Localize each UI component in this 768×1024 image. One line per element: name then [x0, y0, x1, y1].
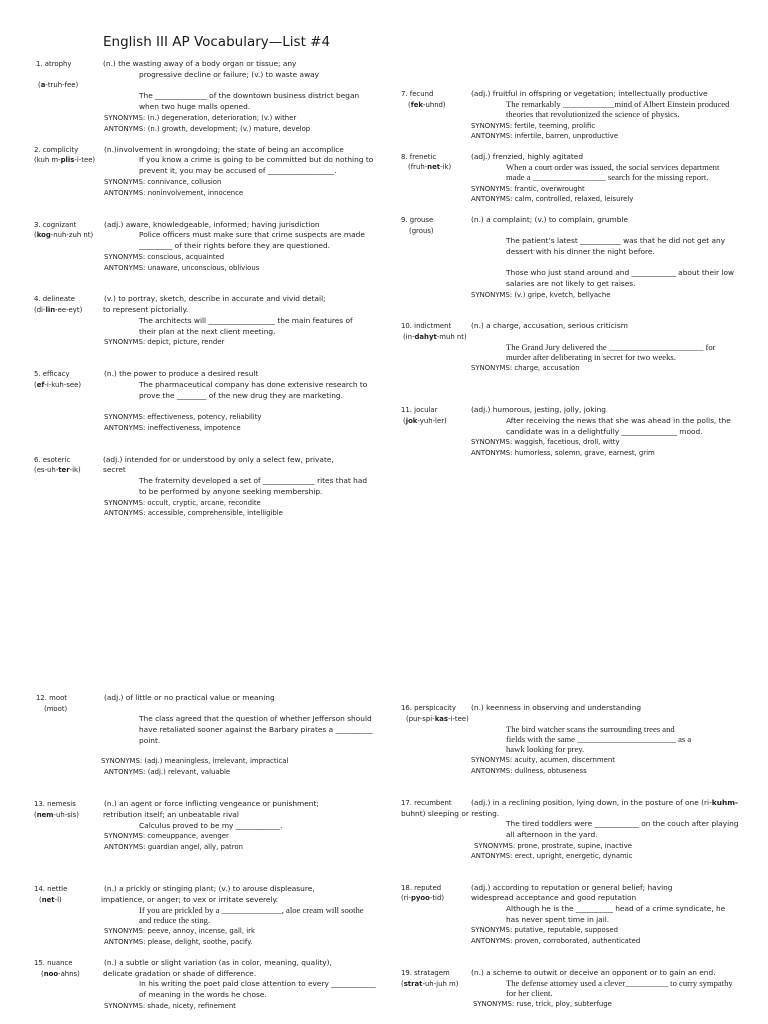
entry-example: The patient’s latest ___________ was that he did not get any [506, 236, 726, 245]
entry-word: 12. moot [36, 694, 67, 702]
entry-synonyms: SYNONYMS: waggish, facetious, droll, witty [471, 438, 620, 446]
entry-word: 4. delineate [34, 295, 75, 303]
entry-pronunciation: (ri-pyoo-tid) [401, 894, 445, 902]
entry-example: have retaliated sooner against the Barbary pirates a __________ [139, 725, 373, 734]
entry-synonyms: SYNONYMS: acuity, acumen, discernment [471, 756, 615, 764]
entry-synonyms: SYNONYMS: shade, nicety, refinement [104, 1002, 236, 1010]
entry-definition: buhnt) sleeping or resting. [401, 809, 500, 818]
entry-pronunciation: (ef-i-kuh-see) [34, 381, 82, 389]
entry-pronunciation: (nem-uh-sis) [34, 811, 79, 819]
entry-word: 16. perspicacity [401, 704, 456, 712]
entry-definition: widespread acceptance and good reputation [471, 893, 637, 902]
entry-pronunciation: (jok-yuh-ler) [403, 417, 447, 425]
entry-definition: secret [103, 465, 126, 474]
entry-definition: (adj.) frenzied, highly agitated [471, 152, 584, 161]
entry-pronunciation: (kog-nuh-zuh nt) [34, 231, 94, 239]
entry-definition: to represent pictorially. [103, 305, 189, 314]
entry-definition: (n.) a subtle or slight variation (as in color, meaning, quality), [104, 958, 332, 967]
entry-example: to be performed by anyone seeking membership. [139, 487, 323, 496]
entry-definition: (adj.) according to reputation or general belief; having [471, 883, 673, 892]
entry-pronunciation: (in-dahyt-muh nt) [403, 333, 467, 341]
entry-word: 8. frenetic [401, 153, 437, 161]
entry-example: made a _________________ search for the missing report. [506, 172, 709, 182]
entry-synonyms: SYNONYMS: comeuppance, avenger [104, 832, 229, 840]
entry-example: hawk looking for prey. [506, 744, 585, 754]
entry-example: The architects will __________________ the main features of [139, 316, 353, 325]
entry-example: The ______________ of the downtown business district began [139, 91, 360, 100]
entry-antonyms: ANTONYMS: accessible, comprehensible, intelligible [104, 509, 283, 517]
entry-antonyms: ANTONYMS: calm, controlled, relaxed, leisurely [471, 195, 634, 203]
entry-definition: (adj.) in a reclining position, lying down, in the posture of one (ri-kuhm- [471, 798, 738, 807]
entry-example: Police officers must make sure that crime suspects are made [139, 230, 365, 239]
entry-definition: (adj.) humorous, jesting, jolly, joking [471, 405, 606, 414]
entry-definition: (adj.) fruitful in offspring or vegetation; intellectually productive [471, 89, 708, 98]
entry-pronunciation: (di-lin-ee-eyt) [34, 306, 83, 314]
entry-example: when two huge malls opened. [139, 102, 251, 111]
entry-synonyms: SYNONYMS: prone, prostrate, supine, inactive [474, 842, 633, 850]
entry-word: 19. stratagem [401, 969, 450, 977]
entry-word: 3. cognizant [34, 221, 77, 229]
entry-definition: (adj.) intended for or understood by only a select few, private, [103, 455, 334, 464]
entry-word: 10. indictment [401, 322, 452, 330]
entry-example: for her client. [506, 988, 553, 998]
entry-pronunciation: (strat-uh-juh m) [401, 980, 459, 988]
entry-antonyms: ANTONYMS: guardian angel, ally, patron [104, 843, 244, 851]
entry-example: theories that revolutionized the science of physics. [506, 109, 680, 119]
entry-example: of meaning in the words he chose. [139, 990, 267, 999]
entry-antonyms: ANTONYMS: unaware, unconscious, oblivious [104, 264, 260, 272]
entry-synonyms: SYNONYMS: connivance, collusion [104, 178, 222, 186]
entry-word: 17. recumbent [401, 799, 452, 807]
entry-synonyms: SYNONYMS: (n.) degeneration, deterioration; (v.) wither [104, 114, 297, 122]
entry-definition: (n.) a complaint; (v.) to complain, grumble [471, 215, 628, 224]
entry-pronunciation: (pur-spi-kas-i-tee) [406, 715, 469, 723]
entry-example: Calculus proved to be my ____________. [139, 821, 283, 830]
entry-example: has never spent time in jail. [506, 915, 610, 924]
entry-synonyms: SYNONYMS: (adj.) meaningless, irrelevant, impractical [101, 757, 289, 765]
entry-pronunciation: (moot) [44, 705, 68, 713]
entry-definition: (n.)involvement in wrongdoing; the state of being an accomplice [104, 145, 344, 154]
entry-pronunciation: (kuh m-plis-i-tee) [34, 156, 96, 164]
entry-example: In his writing the poet paid close attention to every ____________ [139, 979, 376, 988]
entry-definition: (adj.) aware, knowledgeable, informed; having jurisdiction [104, 220, 320, 229]
entry-synonyms: SYNONYMS: (v.) gripe, kvetch, bellyache [471, 291, 611, 299]
entry-example: Although he is the __________ head of a crime syndicate, he [506, 904, 726, 913]
entry-example: The fraternity developed a set of ______________ rites that had [139, 476, 368, 485]
entry-antonyms: ANTONYMS: infertile, barren, unproductive [471, 132, 619, 140]
entry-antonyms: ANTONYMS: ineffectiveness, impotence [104, 424, 241, 432]
entry-word: 9. grouse [401, 216, 434, 224]
entry-example: prove the ________ of the new drug they are marketing. [139, 391, 343, 400]
entry-example: Those who just stand around and ____________ about their low [506, 268, 735, 277]
entry-example: When a court order was issued, the social services department [506, 162, 720, 172]
entry-antonyms: ANTONYMS: humorless, solemn, grave, earnest, grim [471, 449, 655, 457]
entry-definition: (n.) a scheme to outwit or deceive an opponent or to gain an end. [471, 968, 716, 977]
entry-example: fields with the same _______________________ as a [506, 734, 692, 744]
entry-synonyms: SYNONYMS: depict, picture, render [104, 338, 225, 346]
entry-definition: (n.) the wasting away of a body organ or tissue; any [103, 59, 297, 68]
entry-pronunciation: (net-l) [39, 896, 62, 904]
entry-synonyms: SYNONYMS: occult, cryptic, arcane, recondite [104, 499, 261, 507]
entry-example: The tired toddlers were ____________ on the couch after playing [506, 819, 739, 828]
entry-definition: (n.) the power to produce a desired result [104, 369, 259, 378]
entry-example: candidate was in a delightfully _______________ mood. [506, 427, 703, 436]
entry-word: 15. nuance [34, 959, 73, 967]
entry-word: 14. nettle [34, 885, 68, 893]
entry-pronunciation: (grous) [409, 227, 434, 235]
entry-example: dessert with his dinner the night before. [506, 247, 655, 256]
entry-synonyms: SYNONYMS: putative, reputable, supposed [471, 926, 618, 934]
entry-example: their plan at the next client meeting. [139, 327, 276, 336]
entry-synonyms: SYNONYMS: conscious, acquainted [104, 253, 225, 261]
entry-example: murder after deliberating in secret for two weeks. [506, 352, 676, 362]
entry-example: After receiving the news that she was ahead in the polls, the [506, 416, 731, 425]
entry-definition: retribution itself; an unbeatable rival [103, 810, 239, 819]
entry-example: salaries are not likely to get raises. [506, 279, 636, 288]
entry-pronunciation: (es-uh-ter-ik) [34, 466, 81, 474]
entry-example: The Grand Jury delivered the ______________________ for [506, 342, 716, 352]
entry-example: The remarkably ____________mind of Albert Einstein produced [506, 99, 730, 109]
entry-definition: (n.) an agent or force inflicting vengeance or punishment; [104, 799, 319, 808]
entry-synonyms: SYNONYMS: fertile, teeming, prolific [471, 122, 596, 130]
entry-antonyms: ANTONYMS: erect, upright, energetic, dynamic [471, 852, 633, 860]
entry-antonyms: ANTONYMS: noninvolvement, innocence [104, 189, 244, 197]
entry-definition: delicate gradation or shade of difference. [103, 969, 257, 978]
entry-pronunciation: (fruh-net-ik) [408, 163, 452, 171]
entry-pronunciation: (a-truh-fee) [38, 81, 79, 89]
entry-synonyms: SYNONYMS: frantic, overwrought [471, 185, 585, 193]
entry-example: prevent it, you may be accused of __________________. [139, 166, 337, 175]
entry-word: 5. efficacy [34, 370, 70, 378]
entry-word: 18. reputed [401, 884, 442, 892]
entry-definition: (n.) keenness in observing and understanding [471, 703, 642, 712]
entry-word: 7. fecund [401, 90, 434, 98]
entry-example: The bird watcher scans the surrounding trees and [506, 724, 675, 734]
entry-example: all afternoon in the yard. [506, 830, 598, 839]
entry-synonyms: SYNONYMS: ruse, trick, ploy, subterfuge [473, 1000, 612, 1008]
entry-synonyms: SYNONYMS: charge, accusation [471, 364, 580, 372]
entry-antonyms: ANTONYMS: (adj.) relevant, valuable [104, 768, 231, 776]
entry-definition: progressive decline or failure; (v.) to waste away [139, 70, 320, 79]
entry-synonyms: SYNONYMS: effectiveness, potency, reliability [104, 413, 262, 421]
entry-pronunciation: (noo-ahns) [41, 970, 80, 978]
entry-antonyms: ANTONYMS: dullness, obtuseness [471, 767, 587, 775]
entry-example: The pharmaceutical company has done extensive research to [139, 380, 368, 389]
entry-word: 11. jocular [401, 406, 438, 414]
entry-example: If you are prickled by a ______________, aloe cream will soothe [139, 905, 364, 915]
entry-example: The defense attorney used a clever__________ to curry sympathy [506, 978, 733, 988]
entry-word: 6. esoteric [34, 456, 71, 464]
page-title: English III AP Vocabulary—List #4 [103, 34, 331, 50]
entry-definition: (n.) a charge, accusation, serious criticism [471, 321, 628, 330]
entry-example: point. [139, 736, 161, 745]
entry-word: 2. complicity [34, 146, 79, 154]
entry-definition: impatience, or anger; to vex or irritate severely. [101, 895, 279, 904]
entry-definition: (adj.) of little or no practical value or meaning [104, 693, 275, 702]
entry-example: If you know a crime is going to be committed but do nothing to [139, 155, 374, 164]
entry-pronunciation: (fek-uhnd) [408, 101, 446, 109]
entry-antonyms: ANTONYMS: please, delight, soothe, pacify. [104, 938, 253, 946]
entry-example: The class agreed that the question of whether Jefferson should [139, 714, 372, 723]
entry-antonyms: ANTONYMS: proven, corroborated, authenticated [471, 937, 641, 945]
entry-antonyms: ANTONYMS: (n.) growth, development; (v.) mature, develop [104, 125, 311, 133]
entry-word: 13. nemesis [34, 800, 76, 808]
entry-synonyms: SYNONYMS: peeve, annoy, incense, gall, irk [104, 927, 255, 935]
entry-definition: (v.) to portray, sketch, describe in accurate and vivid detail; [104, 294, 326, 303]
entry-word: 1. atrophy [36, 60, 72, 68]
entry-example: _________ of their rights before they are questioned. [139, 241, 331, 250]
entry-definition: (n.) a prickly or stinging plant; (v.) to arouse displeasure, [104, 884, 315, 893]
entry-example: and reduce the sting. [139, 915, 211, 925]
